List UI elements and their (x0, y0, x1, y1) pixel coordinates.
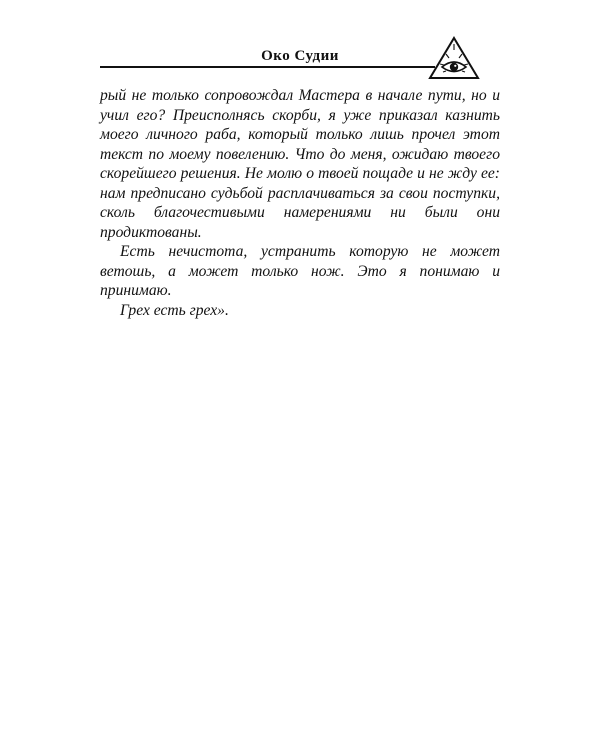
running-title: Око Судии (261, 48, 339, 64)
body-text (100, 86, 500, 320)
header-rule (100, 66, 435, 68)
eye-in-triangle-icon (428, 36, 480, 80)
paragraph: Грех есть грех». (120, 301, 229, 319)
paragraph-continued: рый не только сопровождал Мастера в начале пути, но и учил его? Преисполнясь скорби, я уже приказал казнить моего личного раба, который только лишь прочел этот текст по моему повелению. Что до меня, ожидаю твоего скорейшего решения. Не молю о твоей пощаде и не жду ее: нам предписано судьбой расплачиваться за свои поступки, сколь благочестивыми намерениями ни были они продиктованы. (100, 87, 500, 241)
paragraph: Есть нечистота, устранить которую не может ветошь, а может только нож. Это я понимаю и принимаю. (100, 243, 500, 299)
